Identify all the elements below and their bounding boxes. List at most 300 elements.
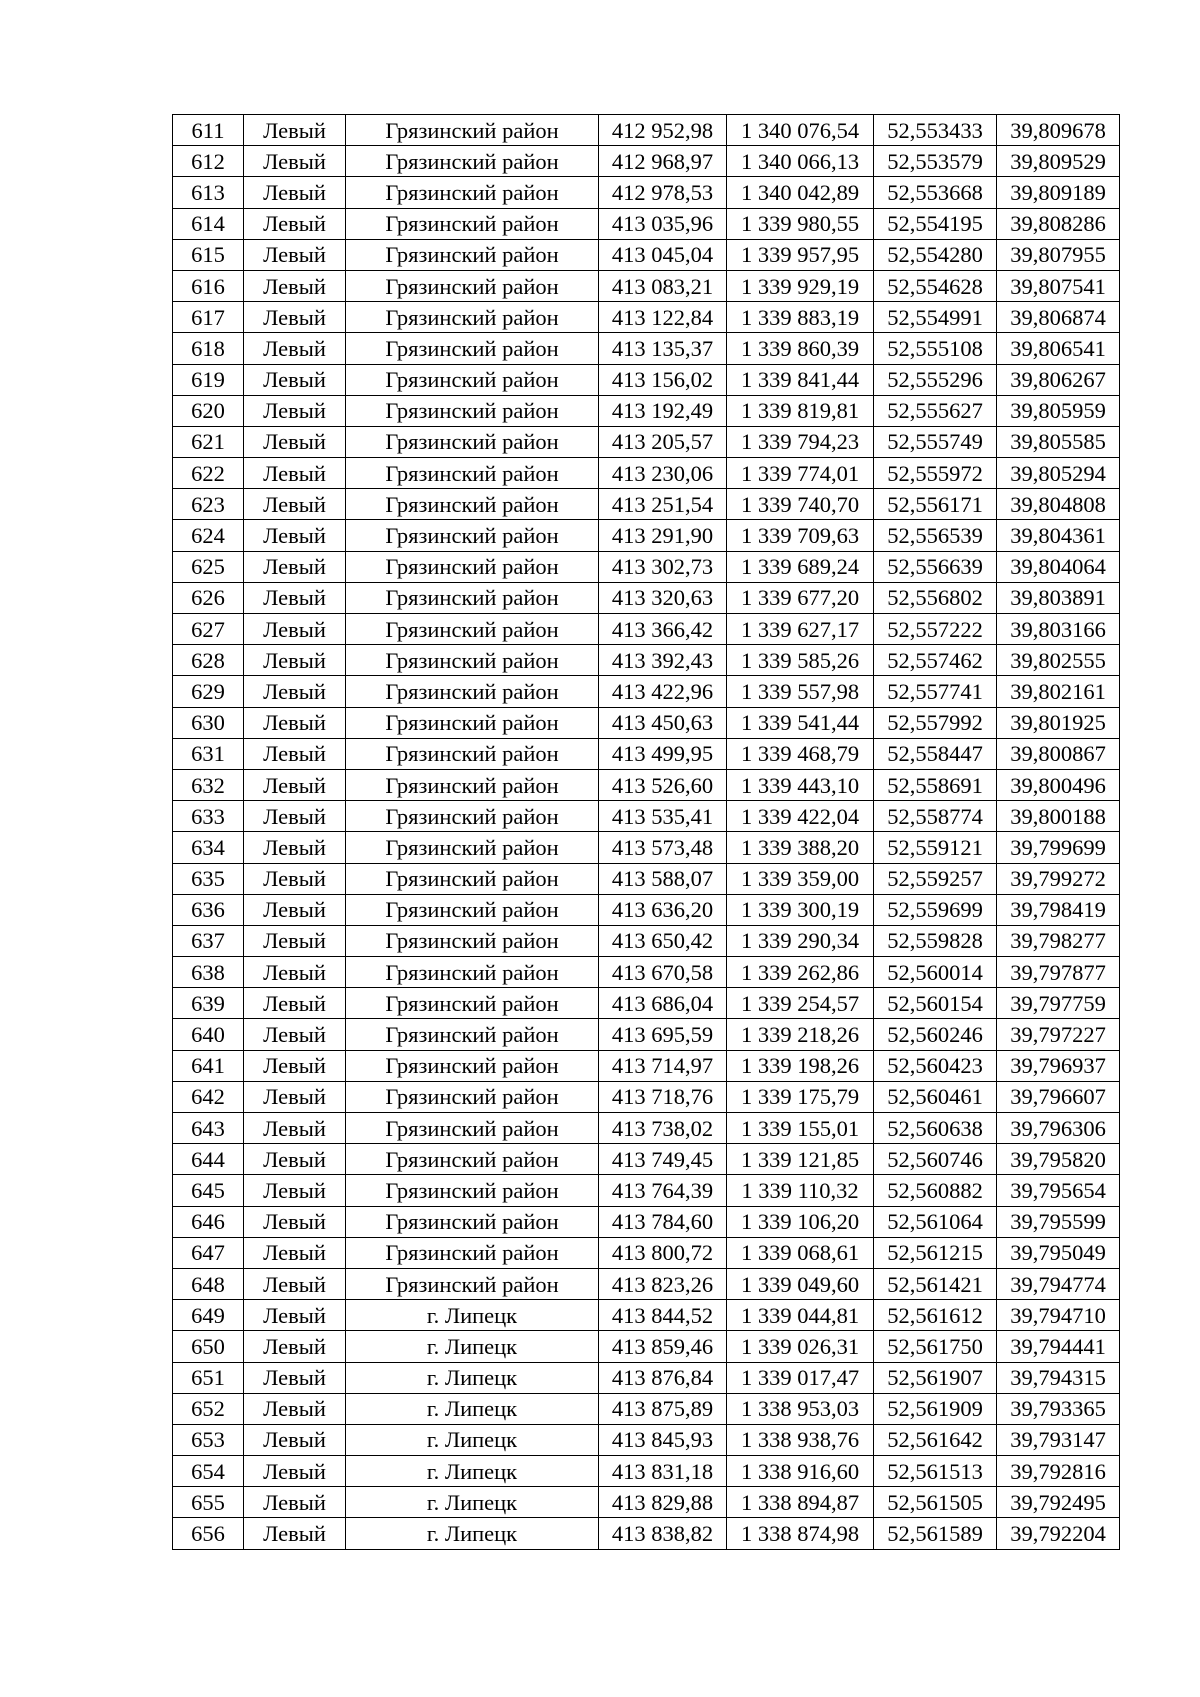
point-number-cell: 614 (173, 208, 244, 239)
x-coordinate-cell: 413 302,73 (599, 551, 727, 582)
x-coordinate-cell: 413 784,60 (599, 1206, 727, 1237)
latitude-cell: 52,554195 (874, 208, 997, 239)
latitude-cell: 52,560014 (874, 957, 997, 988)
x-coordinate-cell: 413 192,49 (599, 395, 727, 426)
table-row (173, 1019, 1120, 1050)
point-number-cell: 629 (173, 676, 244, 707)
bank-side-cell: Левый (244, 1331, 346, 1362)
point-number-cell: 655 (173, 1487, 244, 1518)
point-number-cell: 620 (173, 395, 244, 426)
longitude-cell: 39,794710 (997, 1300, 1120, 1331)
latitude-cell: 52,553433 (874, 115, 997, 146)
district-cell: Грязинский район (346, 769, 599, 800)
bank-side-cell: Левый (244, 1424, 346, 1455)
district-cell: Грязинский район (346, 832, 599, 863)
latitude-cell: 52,560638 (874, 1113, 997, 1144)
district-cell: г. Липецк (346, 1362, 599, 1393)
latitude-cell: 52,559257 (874, 863, 997, 894)
point-number-cell: 633 (173, 801, 244, 832)
bank-side-cell: Левый (244, 1237, 346, 1268)
x-coordinate-cell: 413 526,60 (599, 769, 727, 800)
longitude-cell: 39,802161 (997, 676, 1120, 707)
latitude-cell: 52,561421 (874, 1268, 997, 1299)
y-coordinate-cell: 1 339 627,17 (727, 614, 874, 645)
y-coordinate-cell: 1 339 541,44 (727, 707, 874, 738)
latitude-cell: 52,556171 (874, 489, 997, 520)
y-coordinate-cell: 1 339 443,10 (727, 769, 874, 800)
y-coordinate-cell: 1 339 290,34 (727, 925, 874, 956)
y-coordinate-cell: 1 339 883,19 (727, 302, 874, 333)
x-coordinate-cell: 413 800,72 (599, 1237, 727, 1268)
y-coordinate-cell: 1 339 218,26 (727, 1019, 874, 1050)
y-coordinate-cell: 1 338 916,60 (727, 1456, 874, 1487)
y-coordinate-cell: 1 339 044,81 (727, 1300, 874, 1331)
table-row (173, 925, 1120, 956)
bank-side-cell: Левый (244, 1393, 346, 1424)
x-coordinate-cell: 413 205,57 (599, 426, 727, 457)
longitude-cell: 39,809529 (997, 146, 1120, 177)
point-number-cell: 650 (173, 1331, 244, 1362)
district-cell: г. Липецк (346, 1300, 599, 1331)
point-number-cell: 626 (173, 582, 244, 613)
y-coordinate-cell: 1 339 026,31 (727, 1331, 874, 1362)
longitude-cell: 39,794315 (997, 1362, 1120, 1393)
latitude-cell: 52,561750 (874, 1331, 997, 1362)
longitude-cell: 39,798419 (997, 894, 1120, 925)
latitude-cell: 52,555108 (874, 333, 997, 364)
longitude-cell: 39,804064 (997, 551, 1120, 582)
x-coordinate-cell: 413 573,48 (599, 832, 727, 863)
latitude-cell: 52,561642 (874, 1424, 997, 1455)
y-coordinate-cell: 1 338 938,76 (727, 1424, 874, 1455)
district-cell: Грязинский район (346, 270, 599, 301)
district-cell: Грязинский район (346, 177, 599, 208)
bank-side-cell: Левый (244, 769, 346, 800)
latitude-cell: 52,554628 (874, 270, 997, 301)
x-coordinate-cell: 413 738,02 (599, 1113, 727, 1144)
point-number-cell: 654 (173, 1456, 244, 1487)
latitude-cell: 52,554280 (874, 239, 997, 270)
table-row (173, 645, 1120, 676)
bank-side-cell: Левый (244, 614, 346, 645)
table-row (173, 1300, 1120, 1331)
district-cell: Грязинский район (346, 1175, 599, 1206)
bank-side-cell: Левый (244, 894, 346, 925)
y-coordinate-cell: 1 339 359,00 (727, 863, 874, 894)
table-row (173, 863, 1120, 894)
longitude-cell: 39,795049 (997, 1237, 1120, 1268)
district-cell: Грязинский район (346, 1113, 599, 1144)
x-coordinate-cell: 413 636,20 (599, 894, 727, 925)
y-coordinate-cell: 1 339 300,19 (727, 894, 874, 925)
district-cell: Грязинский район (346, 925, 599, 956)
x-coordinate-cell: 413 366,42 (599, 614, 727, 645)
district-cell: Грязинский район (346, 1206, 599, 1237)
latitude-cell: 52,561909 (874, 1393, 997, 1424)
bank-side-cell: Левый (244, 1268, 346, 1299)
bank-side-cell: Левый (244, 302, 346, 333)
table-row (173, 489, 1120, 520)
point-number-cell: 615 (173, 239, 244, 270)
table-row (173, 957, 1120, 988)
point-number-cell: 623 (173, 489, 244, 520)
latitude-cell: 52,557992 (874, 707, 997, 738)
district-cell: Грязинский район (346, 551, 599, 582)
x-coordinate-cell: 412 978,53 (599, 177, 727, 208)
y-coordinate-cell: 1 338 953,03 (727, 1393, 874, 1424)
bank-side-cell: Левый (244, 1113, 346, 1144)
table-row (173, 146, 1120, 177)
y-coordinate-cell: 1 339 017,47 (727, 1362, 874, 1393)
table-row (173, 614, 1120, 645)
district-cell: Грязинский район (346, 146, 599, 177)
longitude-cell: 39,806874 (997, 302, 1120, 333)
y-coordinate-cell: 1 339 262,86 (727, 957, 874, 988)
longitude-cell: 39,796607 (997, 1081, 1120, 1112)
point-number-cell: 619 (173, 364, 244, 395)
bank-side-cell: Левый (244, 645, 346, 676)
y-coordinate-cell: 1 339 049,60 (727, 1268, 874, 1299)
y-coordinate-cell: 1 339 121,85 (727, 1144, 874, 1175)
longitude-cell: 39,804808 (997, 489, 1120, 520)
longitude-cell: 39,803166 (997, 614, 1120, 645)
table-row (173, 832, 1120, 863)
longitude-cell: 39,800867 (997, 738, 1120, 769)
district-cell: Грязинский район (346, 1144, 599, 1175)
y-coordinate-cell: 1 339 557,98 (727, 676, 874, 707)
table-row (173, 676, 1120, 707)
table-row (173, 988, 1120, 1019)
longitude-cell: 39,807541 (997, 270, 1120, 301)
latitude-cell: 52,557222 (874, 614, 997, 645)
table-row (173, 115, 1120, 146)
point-number-cell: 611 (173, 115, 244, 146)
bank-side-cell: Левый (244, 1456, 346, 1487)
x-coordinate-cell: 413 670,58 (599, 957, 727, 988)
table-row (173, 1331, 1120, 1362)
point-number-cell: 643 (173, 1113, 244, 1144)
latitude-cell: 52,560154 (874, 988, 997, 1019)
table-row (173, 1268, 1120, 1299)
district-cell: г. Липецк (346, 1518, 599, 1549)
bank-side-cell: Левый (244, 115, 346, 146)
district-cell: Грязинский район (346, 1268, 599, 1299)
table-row (173, 520, 1120, 551)
bank-side-cell: Левый (244, 1144, 346, 1175)
district-cell: Грязинский район (346, 239, 599, 270)
district-cell: Грязинский район (346, 1081, 599, 1112)
table-row (173, 426, 1120, 457)
longitude-cell: 39,797759 (997, 988, 1120, 1019)
district-cell: г. Липецк (346, 1424, 599, 1455)
point-number-cell: 635 (173, 863, 244, 894)
latitude-cell: 52,561215 (874, 1237, 997, 1268)
table-row (173, 551, 1120, 582)
latitude-cell: 52,557741 (874, 676, 997, 707)
bank-side-cell: Левый (244, 146, 346, 177)
x-coordinate-cell: 413 650,42 (599, 925, 727, 956)
district-cell: г. Липецк (346, 1487, 599, 1518)
y-coordinate-cell: 1 339 929,19 (727, 270, 874, 301)
point-number-cell: 622 (173, 458, 244, 489)
x-coordinate-cell: 413 135,37 (599, 333, 727, 364)
longitude-cell: 39,802555 (997, 645, 1120, 676)
latitude-cell: 52,561064 (874, 1206, 997, 1237)
point-number-cell: 636 (173, 894, 244, 925)
y-coordinate-cell: 1 339 198,26 (727, 1050, 874, 1081)
district-cell: г. Липецк (346, 1393, 599, 1424)
table-row (173, 302, 1120, 333)
longitude-cell: 39,792204 (997, 1518, 1120, 1549)
district-cell: г. Липецк (346, 1331, 599, 1362)
table-row (173, 395, 1120, 426)
point-number-cell: 616 (173, 270, 244, 301)
point-number-cell: 618 (173, 333, 244, 364)
bank-side-cell: Левый (244, 925, 346, 956)
table-row (173, 1518, 1120, 1549)
bank-side-cell: Левый (244, 458, 346, 489)
x-coordinate-cell: 413 831,18 (599, 1456, 727, 1487)
table-row (173, 1237, 1120, 1268)
district-cell: Грязинский район (346, 208, 599, 239)
bank-side-cell: Левый (244, 957, 346, 988)
point-number-cell: 651 (173, 1362, 244, 1393)
y-coordinate-cell: 1 339 422,04 (727, 801, 874, 832)
y-coordinate-cell: 1 339 980,55 (727, 208, 874, 239)
longitude-cell: 39,796937 (997, 1050, 1120, 1081)
y-coordinate-cell: 1 339 860,39 (727, 333, 874, 364)
x-coordinate-cell: 413 838,82 (599, 1518, 727, 1549)
y-coordinate-cell: 1 340 076,54 (727, 115, 874, 146)
y-coordinate-cell: 1 339 774,01 (727, 458, 874, 489)
table-row (173, 769, 1120, 800)
bank-side-cell: Левый (244, 1081, 346, 1112)
x-coordinate-cell: 412 952,98 (599, 115, 727, 146)
x-coordinate-cell: 413 122,84 (599, 302, 727, 333)
district-cell: Грязинский район (346, 863, 599, 894)
bank-side-cell: Левый (244, 832, 346, 863)
x-coordinate-cell: 413 392,43 (599, 645, 727, 676)
latitude-cell: 52,560746 (874, 1144, 997, 1175)
y-coordinate-cell: 1 340 042,89 (727, 177, 874, 208)
bank-side-cell: Левый (244, 1019, 346, 1050)
district-cell: Грязинский район (346, 614, 599, 645)
y-coordinate-cell: 1 338 874,98 (727, 1518, 874, 1549)
latitude-cell: 52,553579 (874, 146, 997, 177)
bank-side-cell: Левый (244, 582, 346, 613)
longitude-cell: 39,807955 (997, 239, 1120, 270)
y-coordinate-cell: 1 339 689,24 (727, 551, 874, 582)
y-coordinate-cell: 1 339 175,79 (727, 1081, 874, 1112)
longitude-cell: 39,809189 (997, 177, 1120, 208)
longitude-cell: 39,806541 (997, 333, 1120, 364)
latitude-cell: 52,559699 (874, 894, 997, 925)
bank-side-cell: Левый (244, 208, 346, 239)
longitude-cell: 39,798277 (997, 925, 1120, 956)
y-coordinate-cell: 1 339 794,23 (727, 426, 874, 457)
x-coordinate-cell: 413 499,95 (599, 738, 727, 769)
point-number-cell: 644 (173, 1144, 244, 1175)
district-cell: Грязинский район (346, 988, 599, 1019)
district-cell: Грязинский район (346, 426, 599, 457)
longitude-cell: 39,804361 (997, 520, 1120, 551)
coordinates-table-body (173, 115, 1120, 1550)
table-row (173, 270, 1120, 301)
table-row (173, 208, 1120, 239)
point-number-cell: 621 (173, 426, 244, 457)
latitude-cell: 52,555972 (874, 458, 997, 489)
point-number-cell: 613 (173, 177, 244, 208)
x-coordinate-cell: 413 291,90 (599, 520, 727, 551)
latitude-cell: 52,556639 (874, 551, 997, 582)
point-number-cell: 656 (173, 1518, 244, 1549)
district-cell: Грязинский район (346, 645, 599, 676)
district-cell: Грязинский район (346, 115, 599, 146)
bank-side-cell: Левый (244, 1050, 346, 1081)
x-coordinate-cell: 413 844,52 (599, 1300, 727, 1331)
longitude-cell: 39,806267 (997, 364, 1120, 395)
point-number-cell: 646 (173, 1206, 244, 1237)
point-number-cell: 638 (173, 957, 244, 988)
point-number-cell: 641 (173, 1050, 244, 1081)
point-number-cell: 637 (173, 925, 244, 956)
x-coordinate-cell: 413 829,88 (599, 1487, 727, 1518)
longitude-cell: 39,799272 (997, 863, 1120, 894)
bank-side-cell: Левый (244, 988, 346, 1019)
district-cell: г. Липецк (346, 1456, 599, 1487)
longitude-cell: 39,805959 (997, 395, 1120, 426)
latitude-cell: 52,560461 (874, 1081, 997, 1112)
x-coordinate-cell: 413 859,46 (599, 1331, 727, 1362)
table-row (173, 177, 1120, 208)
latitude-cell: 52,560246 (874, 1019, 997, 1050)
x-coordinate-cell: 413 083,21 (599, 270, 727, 301)
district-cell: Грязинский район (346, 957, 599, 988)
longitude-cell: 39,793147 (997, 1424, 1120, 1455)
district-cell: Грязинский район (346, 738, 599, 769)
x-coordinate-cell: 413 045,04 (599, 239, 727, 270)
y-coordinate-cell: 1 339 254,57 (727, 988, 874, 1019)
latitude-cell: 52,555296 (874, 364, 997, 395)
latitude-cell: 52,558774 (874, 801, 997, 832)
latitude-cell: 52,561907 (874, 1362, 997, 1393)
bank-side-cell: Левый (244, 364, 346, 395)
longitude-cell: 39,799699 (997, 832, 1120, 863)
bank-side-cell: Левый (244, 863, 346, 894)
district-cell: Грязинский район (346, 458, 599, 489)
bank-side-cell: Левый (244, 1300, 346, 1331)
x-coordinate-cell: 413 714,97 (599, 1050, 727, 1081)
y-coordinate-cell: 1 339 677,20 (727, 582, 874, 613)
point-number-cell: 624 (173, 520, 244, 551)
bank-side-cell: Левый (244, 489, 346, 520)
latitude-cell: 52,561612 (874, 1300, 997, 1331)
y-coordinate-cell: 1 339 106,20 (727, 1206, 874, 1237)
longitude-cell: 39,803891 (997, 582, 1120, 613)
x-coordinate-cell: 413 764,39 (599, 1175, 727, 1206)
x-coordinate-cell: 413 035,96 (599, 208, 727, 239)
y-coordinate-cell: 1 338 894,87 (727, 1487, 874, 1518)
bank-side-cell: Левый (244, 270, 346, 301)
bank-side-cell: Левый (244, 177, 346, 208)
x-coordinate-cell: 413 230,06 (599, 458, 727, 489)
point-number-cell: 634 (173, 832, 244, 863)
latitude-cell: 52,558447 (874, 738, 997, 769)
bank-side-cell: Левый (244, 1362, 346, 1393)
bank-side-cell: Левый (244, 707, 346, 738)
latitude-cell: 52,555749 (874, 426, 997, 457)
district-cell: Грязинский район (346, 1237, 599, 1268)
x-coordinate-cell: 413 823,26 (599, 1268, 727, 1299)
longitude-cell: 39,792816 (997, 1456, 1120, 1487)
longitude-cell: 39,795820 (997, 1144, 1120, 1175)
y-coordinate-cell: 1 339 155,01 (727, 1113, 874, 1144)
district-cell: Грязинский район (346, 582, 599, 613)
x-coordinate-cell: 413 749,45 (599, 1144, 727, 1175)
point-number-cell: 632 (173, 769, 244, 800)
table-row (173, 1175, 1120, 1206)
latitude-cell: 52,559828 (874, 925, 997, 956)
x-coordinate-cell: 413 876,84 (599, 1362, 727, 1393)
district-cell: Грязинский район (346, 801, 599, 832)
x-coordinate-cell: 413 422,96 (599, 676, 727, 707)
coordinates-table (172, 114, 1120, 1550)
bank-side-cell: Левый (244, 801, 346, 832)
latitude-cell: 52,560423 (874, 1050, 997, 1081)
x-coordinate-cell: 413 875,89 (599, 1393, 727, 1424)
point-number-cell: 625 (173, 551, 244, 582)
latitude-cell: 52,560882 (874, 1175, 997, 1206)
x-coordinate-cell: 413 845,93 (599, 1424, 727, 1455)
longitude-cell: 39,797227 (997, 1019, 1120, 1050)
y-coordinate-cell: 1 339 819,81 (727, 395, 874, 426)
district-cell: Грязинский район (346, 707, 599, 738)
bank-side-cell: Левый (244, 1206, 346, 1237)
latitude-cell: 52,554991 (874, 302, 997, 333)
latitude-cell: 52,561513 (874, 1456, 997, 1487)
latitude-cell: 52,553668 (874, 177, 997, 208)
table-row (173, 458, 1120, 489)
y-coordinate-cell: 1 339 957,95 (727, 239, 874, 270)
y-coordinate-cell: 1 339 388,20 (727, 832, 874, 863)
x-coordinate-cell: 413 695,59 (599, 1019, 727, 1050)
point-number-cell: 645 (173, 1175, 244, 1206)
district-cell: Грязинский район (346, 395, 599, 426)
point-number-cell: 642 (173, 1081, 244, 1112)
point-number-cell: 652 (173, 1393, 244, 1424)
longitude-cell: 39,795599 (997, 1206, 1120, 1237)
district-cell: Грязинский район (346, 676, 599, 707)
longitude-cell: 39,794774 (997, 1268, 1120, 1299)
point-number-cell: 640 (173, 1019, 244, 1050)
latitude-cell: 52,561505 (874, 1487, 997, 1518)
latitude-cell: 52,561589 (874, 1518, 997, 1549)
table-row (173, 1456, 1120, 1487)
table-row (173, 333, 1120, 364)
district-cell: Грязинский район (346, 894, 599, 925)
latitude-cell: 52,556539 (874, 520, 997, 551)
latitude-cell: 52,556802 (874, 582, 997, 613)
point-number-cell: 617 (173, 302, 244, 333)
table-row (173, 239, 1120, 270)
x-coordinate-cell: 413 686,04 (599, 988, 727, 1019)
longitude-cell: 39,809678 (997, 115, 1120, 146)
point-number-cell: 639 (173, 988, 244, 1019)
point-number-cell: 631 (173, 738, 244, 769)
bank-side-cell: Левый (244, 333, 346, 364)
district-cell: Грязинский район (346, 1050, 599, 1081)
point-number-cell: 630 (173, 707, 244, 738)
